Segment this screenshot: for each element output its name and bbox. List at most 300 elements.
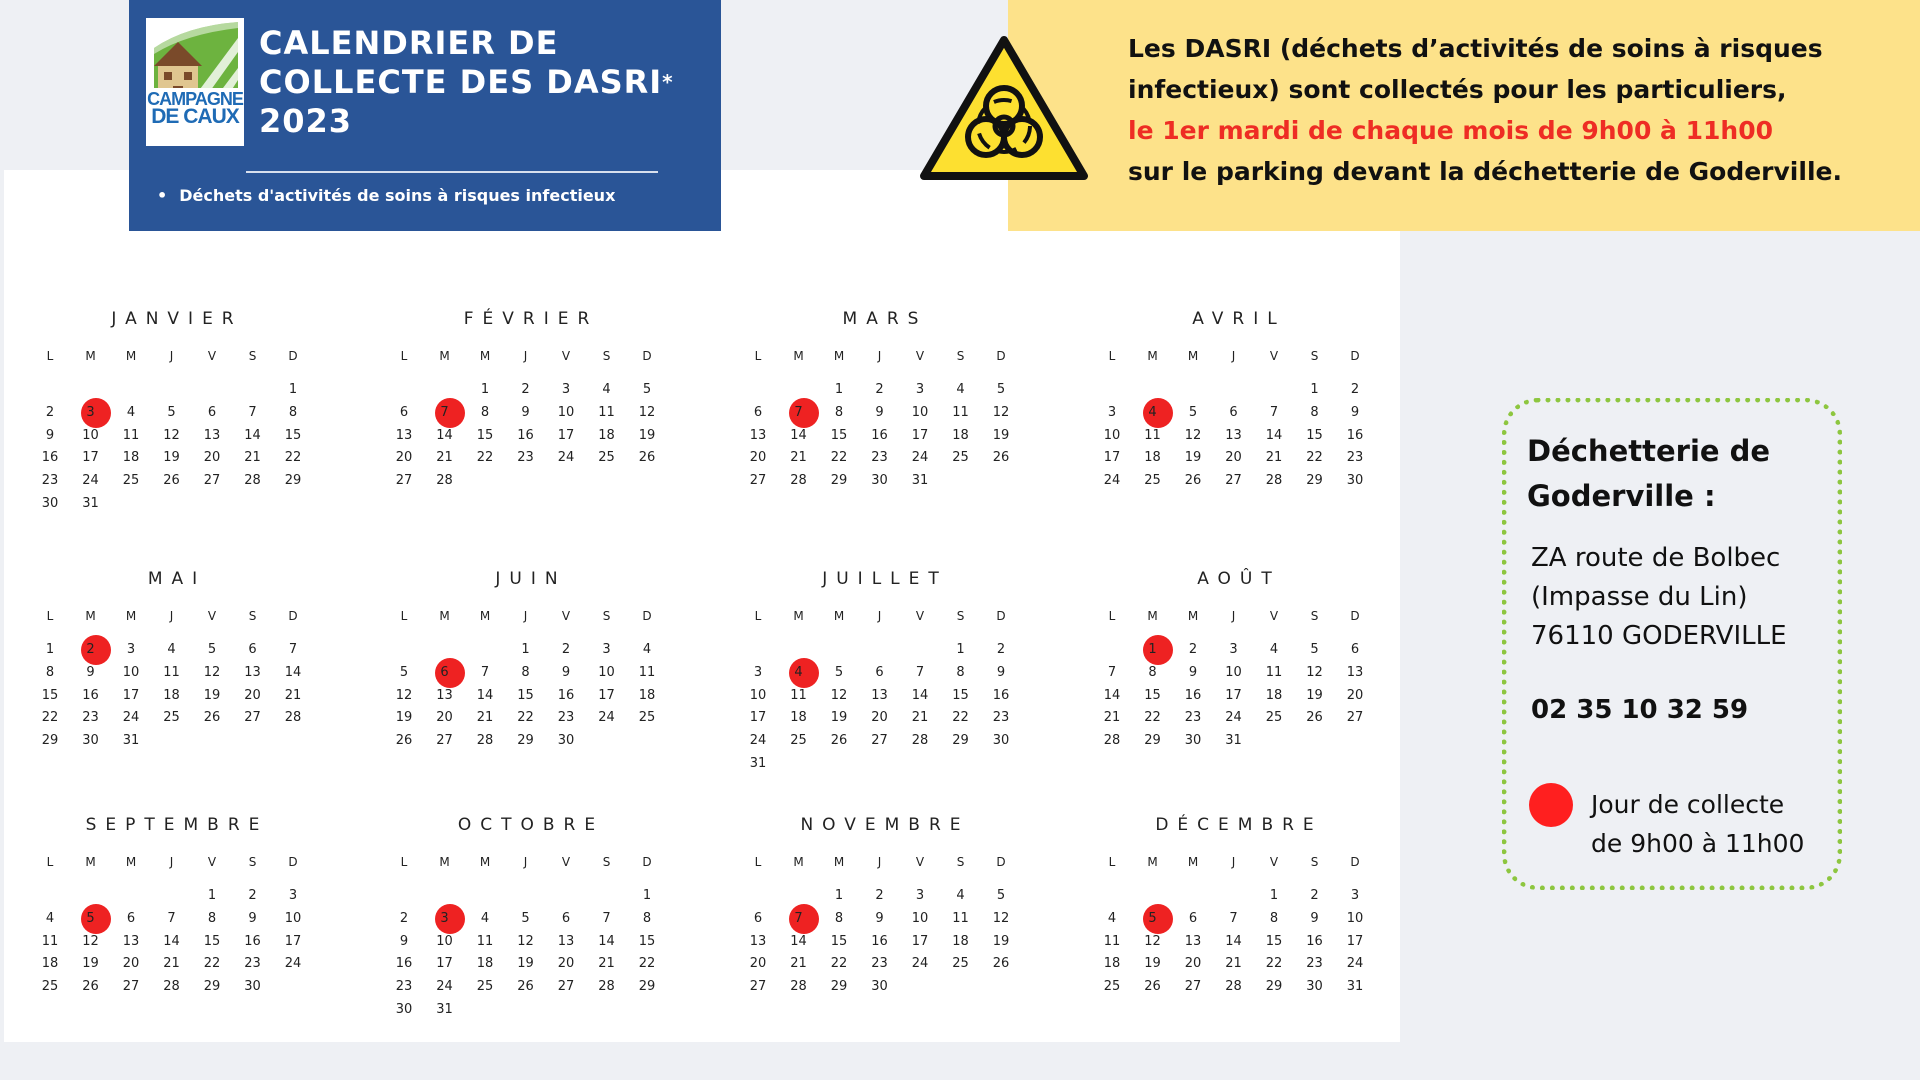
day-cell: 8	[956, 664, 965, 680]
month-6	[384, 569, 678, 789]
day-cell: 22	[830, 450, 848, 466]
weekday-label: M	[85, 609, 96, 623]
day-cell: 18	[598, 427, 615, 443]
day-cell: 12	[992, 910, 1010, 926]
day-cell: 6	[1188, 910, 1198, 926]
day-cell: 14	[1265, 427, 1283, 443]
collection-day: 1	[1133, 639, 1173, 661]
collection-day: 5	[1133, 908, 1173, 930]
day-cell: 26	[1306, 710, 1323, 726]
day-cell: 9	[1310, 910, 1319, 926]
day-cell: 15	[41, 687, 59, 703]
day-cell: 9	[248, 910, 257, 926]
day-cell: 4	[1269, 642, 1279, 657]
day-cell: 23	[82, 710, 99, 726]
day-cell: 15	[638, 933, 656, 949]
weekday-label: L	[46, 855, 54, 869]
day-cell: 8	[45, 664, 55, 680]
day-cell: 19	[1144, 956, 1161, 972]
weekday-label: L	[754, 609, 762, 623]
legend-text: Jour de collecte de 9h00 à 11h00	[1591, 790, 1805, 858]
day-cell: 4	[1107, 910, 1117, 926]
day-cell: 25	[952, 956, 969, 972]
day-cell: 26	[992, 450, 1010, 466]
day-cell: 15	[830, 427, 848, 443]
day-cell: 28	[284, 710, 302, 726]
collection-day: 6	[425, 662, 465, 684]
month-7	[738, 569, 1032, 789]
day-cell: 14	[476, 687, 494, 703]
day-cell: 12	[517, 933, 534, 949]
day-cell: 5	[996, 382, 1006, 397]
day-cell: 13	[122, 933, 140, 949]
day-cell: 26	[163, 473, 180, 489]
day-cell: 12	[830, 687, 848, 703]
day-cell: 22	[284, 450, 302, 466]
day-cell: 23	[41, 473, 59, 489]
day-cell: 29	[517, 733, 534, 749]
weekday-label: D	[1350, 855, 1360, 869]
day-cell: 15	[517, 687, 534, 703]
day-cell: 26	[82, 979, 99, 995]
day-cell: 6	[1229, 404, 1238, 420]
day-cell: 7	[167, 910, 176, 926]
day-cell: 30	[557, 733, 575, 749]
day-cell: 31	[122, 733, 140, 749]
day-cell: 25	[1103, 979, 1121, 995]
day-cell: 1	[1310, 382, 1319, 397]
day-cell: 3	[126, 642, 136, 657]
day-cell: 16	[1346, 427, 1364, 443]
day-cell: 1	[956, 642, 965, 657]
day-cell: 24	[911, 450, 929, 466]
day-cell: 22	[476, 450, 494, 466]
day-cell: 19	[517, 956, 534, 972]
biohazard-icon	[918, 34, 1090, 184]
day-cell: 22	[1265, 956, 1283, 972]
day-cell: 16	[871, 427, 888, 443]
day-cell: 26	[1144, 979, 1161, 995]
day-cell: 1	[1269, 888, 1279, 903]
day-cell: 16	[1306, 933, 1323, 949]
weekday-label: J	[1231, 609, 1236, 623]
day-cell: 26	[395, 733, 413, 749]
day-cell: 23	[1306, 956, 1323, 972]
day-cell: 19	[830, 710, 848, 726]
day-cell: 31	[911, 473, 929, 489]
day-cell: 24	[911, 956, 929, 972]
day-cell: 8	[207, 910, 217, 926]
day-cell: 15	[1265, 933, 1283, 949]
weekday-label: M	[479, 855, 491, 869]
day-cell: 14	[790, 933, 807, 949]
day-cell: 22	[517, 710, 534, 726]
weekday-label: M	[85, 349, 96, 363]
day-cell: 13	[557, 933, 575, 949]
day-cell: 20	[749, 956, 767, 972]
day-cell: 8	[642, 910, 652, 926]
weekday-label: D	[288, 855, 298, 869]
day-cell: 10	[122, 664, 140, 680]
day-cell: 24	[436, 979, 453, 995]
day-cell: 20	[1225, 450, 1242, 466]
weekday-label: L	[754, 855, 762, 869]
day-cell: 27	[1346, 710, 1364, 726]
day-cell: 18	[476, 956, 494, 972]
weekday-label: L	[1108, 855, 1116, 869]
day-cell: 10	[598, 664, 615, 680]
day-cell: 9	[521, 404, 530, 420]
day-cell: 24	[598, 710, 615, 726]
weekday-label: M	[479, 349, 491, 363]
day-cell: 10	[436, 933, 453, 949]
day-cell: 19	[992, 427, 1010, 443]
day-cell: 7	[1229, 910, 1238, 926]
collection-day: 5	[71, 908, 111, 930]
day-cell: 15	[952, 687, 969, 703]
month-name: AVRIL	[1192, 309, 1286, 329]
day-cell: 15	[476, 427, 494, 443]
day-cell: 9	[86, 664, 95, 680]
day-cell: 25	[598, 450, 615, 466]
day-cell: 7	[915, 664, 925, 680]
weekday-label: D	[1350, 609, 1360, 623]
day-cell: 6	[248, 642, 257, 657]
month-name: NOVEMBRE	[800, 815, 970, 835]
weekday-label: M	[793, 609, 804, 623]
day-cell: 18	[1103, 956, 1121, 972]
day-cell: 1	[207, 888, 217, 903]
weekday-label: L	[754, 349, 762, 363]
day-cell: 27	[1225, 473, 1242, 489]
day-cell: 3	[915, 382, 925, 397]
month-name: FÉVRIER	[463, 309, 599, 329]
day-cell: 1	[642, 888, 652, 903]
day-cell: 27	[122, 979, 140, 995]
day-cell: 11	[790, 687, 807, 703]
weekday-label: V	[207, 855, 217, 869]
day-cell: 11	[1103, 933, 1121, 949]
day-cell: 21	[476, 710, 494, 726]
day-cell: 11	[1265, 664, 1283, 680]
collection-day: 3	[71, 402, 111, 424]
day-cell: 29	[830, 979, 848, 995]
day-cell: 3	[915, 888, 925, 903]
day-cell: 2	[399, 910, 409, 926]
weekday-label: J	[523, 349, 528, 363]
notice-text: Les DASRI (déchets d’activités de soins à risques infectieux) sont collectés pour les particuliers, le 1er mardi de chaque mois de 9h00 à 11h00 sur le parking devant la déchetterie de Goderville.	[1128, 34, 1842, 186]
day-cell: 2	[1188, 642, 1198, 657]
day-cell: 28	[163, 979, 180, 995]
weekday-label: D	[288, 609, 298, 623]
day-cell: 28	[790, 473, 807, 489]
day-cell: 12	[992, 404, 1010, 420]
day-cell: 3	[1229, 642, 1238, 657]
day-cell: 5	[167, 404, 176, 420]
day-cell: 7	[288, 642, 298, 657]
weekday-label: M	[1147, 349, 1158, 363]
day-cell: 30	[992, 733, 1010, 749]
day-cell: 31	[1225, 733, 1242, 749]
weekday-label: M	[1187, 609, 1199, 623]
weekday-label: J	[169, 349, 174, 363]
day-cell: 28	[790, 979, 807, 995]
day-cell: 8	[834, 404, 844, 420]
day-cell: 5	[521, 910, 530, 926]
weekday-label: J	[1231, 855, 1236, 869]
day-cell: 24	[122, 710, 140, 726]
weekday-label: M	[125, 349, 137, 363]
day-cell: 14	[244, 427, 261, 443]
weekday-label: J	[523, 609, 528, 623]
day-cell: 24	[1103, 473, 1121, 489]
day-cell: 12	[395, 687, 413, 703]
weekday-label: S	[248, 349, 257, 363]
day-cell: 31	[749, 756, 767, 771]
day-cell: 22	[830, 956, 848, 972]
day-cell: 16	[1184, 687, 1202, 703]
day-cell: 28	[1265, 473, 1283, 489]
day-cell: 2	[875, 382, 884, 397]
month-name: MARS	[842, 309, 928, 329]
day-cell: 27	[557, 979, 575, 995]
weekday-label: D	[642, 609, 652, 623]
weekday-label: M	[85, 855, 96, 869]
day-cell: 10	[911, 404, 929, 420]
day-cell: 13	[244, 664, 261, 680]
address: ZA route de Bolbec (Impasse du Lin) 76110 GODERVILLE	[1531, 543, 1787, 651]
day-cell: 21	[790, 450, 807, 466]
collection-day: 7	[779, 908, 819, 930]
month-9	[30, 815, 324, 1035]
day-cell: 1	[521, 642, 530, 657]
day-cell: 12	[1184, 427, 1202, 443]
day-cell: 31	[82, 496, 99, 511]
day-cell: 16	[871, 933, 888, 949]
day-cell: 13	[395, 427, 413, 443]
day-cell: 31	[436, 1002, 453, 1017]
day-cell: 14	[1103, 687, 1121, 703]
day-cell: 18	[790, 710, 807, 726]
day-cell: 1	[834, 382, 844, 397]
weekday-label: L	[1108, 349, 1116, 363]
day-cell: 11	[476, 933, 494, 949]
day-cell: 5	[996, 888, 1006, 903]
weekday-label: S	[956, 349, 965, 363]
day-cell: 19	[1184, 450, 1202, 466]
weekday-label: S	[1310, 349, 1319, 363]
day-cell: 11	[122, 427, 140, 443]
day-cell: 21	[163, 956, 180, 972]
day-cell: 6	[399, 404, 409, 420]
day-cell: 20	[203, 450, 221, 466]
weekday-label: M	[439, 609, 450, 623]
day-cell: 30	[41, 496, 59, 511]
day-cell: 18	[41, 956, 59, 972]
day-cell: 23	[557, 710, 575, 726]
day-cell: 8	[1269, 910, 1279, 926]
day-cell: 18	[163, 687, 180, 703]
day-cell: 1	[45, 642, 55, 657]
day-cell: 14	[598, 933, 615, 949]
day-cell: 21	[436, 450, 453, 466]
weekday-label: L	[400, 349, 408, 363]
day-cell: 3	[561, 382, 571, 397]
day-cell: 29	[41, 733, 59, 749]
day-cell: 11	[638, 664, 656, 680]
weekday-label: D	[996, 609, 1006, 623]
day-cell: 27	[749, 979, 767, 995]
weekday-label: V	[1269, 349, 1279, 363]
day-cell: 24	[749, 733, 767, 749]
weekday-label: M	[125, 855, 137, 869]
day-cell: 7	[248, 404, 257, 420]
month-name: OCTOBRE	[457, 815, 605, 835]
weekday-label: L	[400, 609, 408, 623]
day-cell: 4	[642, 642, 652, 657]
day-cell: 13	[203, 427, 221, 443]
day-cell: 5	[399, 664, 409, 680]
day-cell: 20	[1184, 956, 1202, 972]
day-cell: 29	[284, 473, 302, 489]
weekday-label: M	[479, 609, 491, 623]
weekday-label: M	[833, 349, 845, 363]
day-cell: 11	[598, 404, 615, 420]
day-cell: 25	[1144, 473, 1161, 489]
day-cell: 15	[1144, 687, 1161, 703]
day-cell: 4	[956, 888, 965, 903]
day-cell: 25	[952, 450, 969, 466]
day-cell: 19	[203, 687, 221, 703]
day-cell: 3	[753, 664, 763, 680]
day-cell: 26	[517, 979, 534, 995]
day-cell: 13	[436, 687, 453, 703]
collection-day: 4	[779, 662, 819, 684]
day-cell: 20	[436, 710, 453, 726]
day-cell: 23	[871, 956, 888, 972]
weekday-label: M	[439, 855, 450, 869]
month-4	[1092, 309, 1386, 529]
day-cell: 6	[561, 910, 571, 926]
weekday-label: V	[915, 609, 925, 623]
day-cell: 15	[203, 933, 221, 949]
day-cell: 20	[122, 956, 140, 972]
month-name: DÉCEMBRE	[1155, 815, 1323, 835]
day-cell: 3	[1350, 888, 1360, 903]
day-cell: 29	[830, 473, 848, 489]
day-cell: 30	[871, 473, 888, 489]
day-cell: 22	[952, 710, 969, 726]
day-cell: 9	[996, 664, 1006, 680]
collection-day: 7	[779, 402, 819, 424]
day-cell: 23	[1346, 450, 1364, 466]
day-cell: 19	[82, 956, 99, 972]
day-cell: 18	[952, 427, 969, 443]
weekday-label: J	[877, 855, 882, 869]
day-cell: 2	[996, 642, 1006, 657]
day-cell: 2	[45, 404, 55, 420]
day-cell: 9	[399, 933, 409, 949]
info-title: Déchetterie de Goderville :	[1527, 434, 1771, 513]
day-cell: 15	[830, 933, 848, 949]
day-cell: 24	[1225, 710, 1242, 726]
day-cell: 1	[834, 888, 844, 903]
day-cell: 12	[1306, 664, 1323, 680]
weekday-label: V	[915, 349, 925, 363]
weekday-label: S	[602, 855, 611, 869]
day-cell: 19	[638, 427, 656, 443]
weekday-label: J	[877, 349, 882, 363]
collection-day: 3	[425, 908, 465, 930]
day-cell: 21	[1265, 450, 1283, 466]
day-cell: 31	[1346, 979, 1364, 995]
weekday-label: V	[915, 855, 925, 869]
day-cell: 5	[1310, 642, 1319, 657]
day-cell: 25	[1265, 710, 1283, 726]
day-cell: 17	[749, 710, 767, 726]
weekday-label: M	[1147, 855, 1158, 869]
day-cell: 23	[871, 450, 888, 466]
header-divider	[246, 171, 658, 173]
day-cell: 5	[1188, 404, 1198, 420]
day-cell: 8	[1310, 404, 1319, 420]
day-cell: 1	[288, 382, 298, 397]
day-cell: 27	[749, 473, 767, 489]
day-cell: 30	[1184, 733, 1202, 749]
day-cell: 29	[203, 979, 221, 995]
day-cell: 16	[992, 687, 1010, 703]
month-2	[384, 309, 678, 529]
day-cell: 24	[557, 450, 575, 466]
day-cell: 26	[1184, 473, 1202, 489]
month-8	[1092, 569, 1386, 789]
collection-day: 2	[71, 639, 111, 661]
phone-number: 02 35 10 32 59	[1531, 695, 1749, 725]
logo-wordmark: CAMPAGNE DE CAUX	[147, 89, 243, 128]
day-cell: 15	[1306, 427, 1323, 443]
weekday-label: J	[169, 609, 174, 623]
day-cell: 11	[952, 404, 969, 420]
weekday-label: L	[1108, 609, 1116, 623]
day-cell: 30	[244, 979, 261, 995]
day-cell: 25	[476, 979, 494, 995]
day-cell: 24	[284, 956, 302, 972]
weekday-label: M	[1187, 349, 1199, 363]
weekday-label: V	[561, 855, 571, 869]
day-cell: 21	[244, 450, 261, 466]
day-cell: 15	[284, 427, 302, 443]
day-cell: 12	[1144, 933, 1161, 949]
day-cell: 21	[1225, 956, 1242, 972]
day-cell: 16	[244, 933, 261, 949]
day-cell: 28	[1225, 979, 1242, 995]
day-cell: 21	[284, 687, 302, 703]
weekday-label: S	[956, 855, 965, 869]
month-name: JUIN	[495, 569, 567, 589]
weekday-label: M	[833, 855, 845, 869]
day-cell: 28	[476, 733, 494, 749]
month-name: JANVIER	[111, 309, 243, 329]
day-cell: 4	[956, 382, 965, 397]
month-name: JUILLET	[822, 569, 948, 589]
day-cell: 26	[638, 450, 656, 466]
day-cell: 27	[436, 733, 453, 749]
day-cell: 18	[1265, 687, 1283, 703]
day-cell: 17	[82, 450, 99, 466]
day-cell: 21	[911, 710, 929, 726]
day-cell: 27	[1184, 979, 1202, 995]
day-cell: 21	[598, 956, 615, 972]
